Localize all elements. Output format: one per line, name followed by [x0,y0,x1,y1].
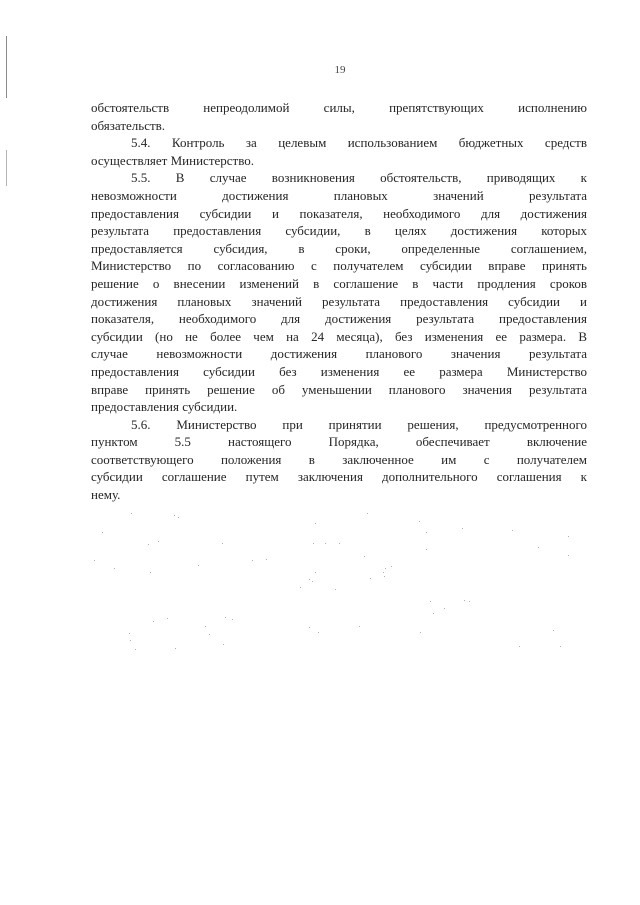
text-line: пунктом 5.5 настоящего Порядка, обеспечивает включение [91,434,587,450]
scan-speck [153,621,154,622]
text-line: нему. [91,487,121,503]
scan-speck [364,556,365,557]
text-line: случае невозможности достижения планового значения результата [91,346,587,362]
scan-speck [384,576,385,577]
scan-speck [444,608,445,609]
scan-speck [102,532,103,533]
scan-speck [309,579,310,580]
scan-speck [391,566,392,567]
text-line: решение о внесении изменений в соглашение в части продления сроков [91,275,587,291]
scan-speck [150,572,151,573]
scan-speck [312,581,313,582]
scan-speck [512,530,513,531]
scan-speck [313,543,314,544]
scan-speck [209,634,210,635]
scan-speck [426,549,427,550]
scan-speck [114,568,115,569]
scan-speck [178,517,179,518]
scan-speck [232,619,233,620]
page-number: 19 [334,64,346,76]
text-line: предоставления субсидии. [91,399,238,415]
scan-speck [339,543,340,544]
scan-speck [174,515,175,516]
scan-speck [315,523,316,524]
scan-speck [462,528,463,529]
scan-speck [383,572,384,573]
scan-speck [367,513,368,514]
scan-speck [464,600,465,601]
scan-speck [325,543,326,544]
text-line: 5.6. Министерство при принятии решения, предусмотренного [131,416,587,432]
text-line: показателя, необходимого для достижения результата предоставления [91,311,587,327]
scan-speck [560,646,561,647]
text-line: Министерство по согласованию с получателем субсидии вправе принять [91,258,587,274]
scan-speck [335,589,336,590]
scan-speck [568,536,569,537]
scan-speck [223,644,224,645]
text-line: результата предоставления субсидии, в целях достижения которых [91,223,587,239]
text-line: осуществляет Министерство. [91,152,255,168]
text-line: достижения плановых значений результата предоставления субсидии и [91,293,587,309]
scan-speck [370,578,371,579]
scan-speck [433,613,434,614]
scan-edge-mark [6,150,7,186]
text-line: 5.4. Контроль за целевым использованием бюджетных средств [131,135,587,151]
scan-speck [252,560,253,561]
scan-speck [359,626,360,627]
scan-speck [420,632,421,633]
text-line: обстоятельств непреодолимой силы, препятствующих исполнению [91,100,587,115]
text-line: обязательств. [91,117,166,133]
scan-speck [309,627,310,628]
scan-speck [469,601,470,602]
scan-speck [519,646,520,647]
text-line: субсидии соглашение путем заключения дополнительного соглашения к [91,469,587,485]
scan-speck [419,521,420,522]
text-line: предоставления субсидии и показателя, необходимого для достижения [91,205,587,221]
scan-speck [148,544,149,545]
scan-speck [538,547,539,548]
scan-speck [318,632,319,633]
scan-speck [266,559,267,560]
scan-speck [130,640,131,641]
scan-speck [222,543,223,544]
text-line: вправе принять решение об уменьшении планового значения результата [91,381,587,397]
text-line: невозможности достижения плановых значений результата [91,187,587,203]
scan-speck [198,565,199,566]
scan-speck [426,532,427,533]
scan-speck [315,572,316,573]
scan-speck [385,568,386,569]
scan-speck [553,630,554,631]
scan-speck [129,633,130,634]
scan-speck [175,648,176,649]
scan-speck [167,618,168,619]
scan-speck [135,649,136,650]
scan-speck [300,587,301,588]
scan-speck [94,560,95,561]
scan-speck [158,541,159,542]
scan-speck [205,626,206,627]
text-line: предоставления субсидии без изменения ее размера Министерство [91,363,587,379]
text-line: субсидии (но не более чем на 24 месяца), без изменения ее размера. В [91,328,587,344]
scan-speck [430,601,431,602]
scan-speck [225,617,226,618]
scan-speck [131,513,132,514]
text-line: 5.5. В случае возникновения обстоятельств, приводящих к [131,170,587,186]
body-text [91,99,587,504]
scan-speck [568,555,569,556]
text-line: соответствующего положения в заключенное им с получателем [91,451,587,467]
text-line: предоставляется субсидия, в сроки, определенные соглашением, [91,240,587,256]
